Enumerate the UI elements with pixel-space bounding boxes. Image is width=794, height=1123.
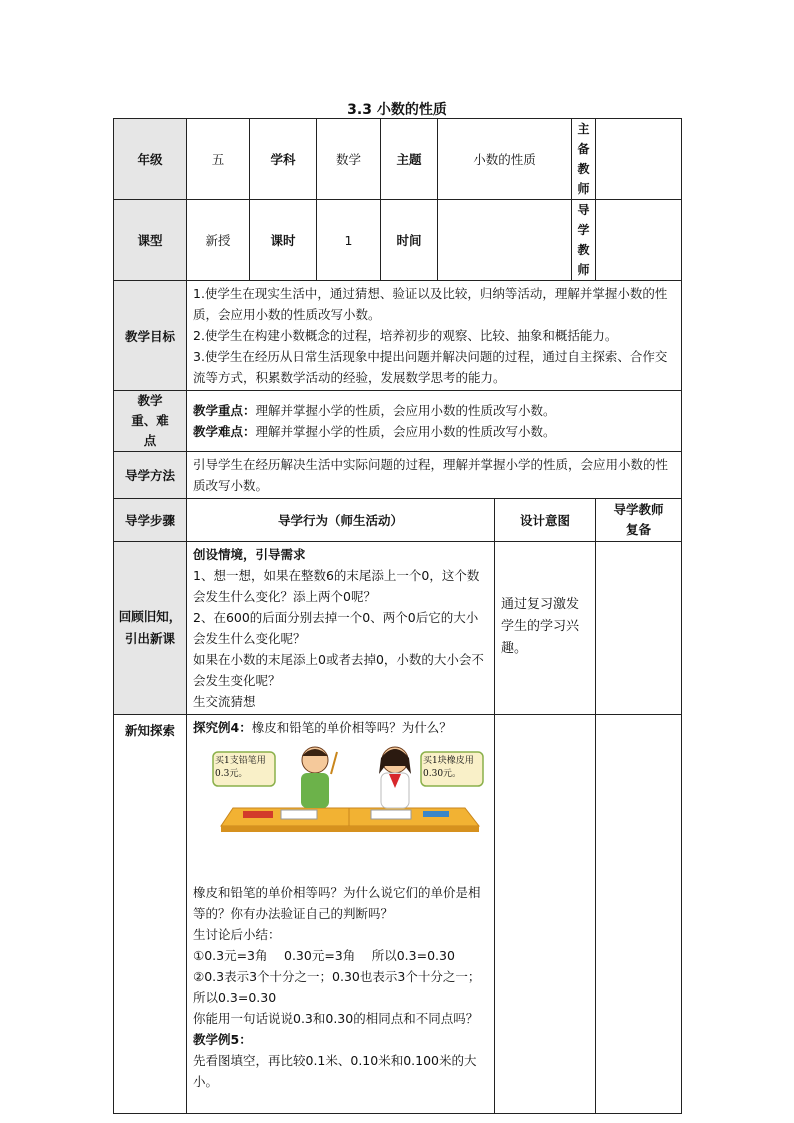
review-step-label: 回顾旧知，引出新课	[114, 542, 187, 715]
goal-item: 2.使学生在构建小数概念的过程，培养初步的观察、比较、抽象和概括能力。	[193, 328, 618, 343]
info-row-1	[114, 119, 682, 200]
review-line: 2、在600的后面分别去掉一个0、两个0后它的大小会发生什么变化呢？	[193, 610, 479, 646]
explore-line: 橡皮和铅笔的单价相等吗？为什么说它们的单价是相等的？你有办法验证自己的判断吗？	[193, 885, 481, 921]
topic-label: 主题	[381, 119, 438, 200]
key-points-content	[187, 391, 682, 452]
bubble-right-text-box	[423, 755, 481, 785]
review-step-intent: 通过复习激发学生的学习兴趣。	[495, 542, 596, 715]
key-point-label: 教学重点：	[193, 403, 256, 418]
time-value	[438, 200, 572, 281]
steps-header-row	[114, 499, 682, 542]
period-label: 课时	[250, 200, 317, 281]
children-desk-illustration	[203, 744, 485, 844]
explore-step-content	[187, 715, 495, 1114]
example5-text: 先看图填空，再比较0.1米、0.10米和0.100米的大小。	[193, 1053, 477, 1089]
notebook-icon	[371, 810, 411, 819]
review-line: 如果在小数的末尾添上0或者去掉0，小数的大小会不会发生变化呢？	[193, 652, 484, 688]
subject-value: 数学	[317, 119, 381, 200]
review-step-notes	[596, 542, 682, 715]
explore-line: ②0.3表示3个十分之一；0.30也表示3个十分之一； 所以0.3=0.30	[193, 969, 487, 1005]
method-text: 引导学生在经历解决生活中实际问题的过程，理解并掌握小学的性质，会应用小数的性质改写小数。	[187, 452, 682, 499]
desk-front	[221, 826, 479, 832]
period-value: 1	[317, 200, 381, 281]
steps-header-behavior: 导学行为（师生活动）	[187, 499, 495, 542]
info-row-2	[114, 200, 682, 281]
steps-header-review: 导学教师复备	[596, 499, 682, 542]
page-title: 3.3 小数的性质	[347, 102, 447, 118]
explore-step-notes	[596, 715, 682, 1114]
pencil-icon	[331, 752, 337, 774]
key-points-label: 教学重、难点	[114, 391, 187, 452]
review-line: 生交流猜想	[193, 694, 256, 709]
goal-item: 3.使学生在经历从日常生活现象中提出问题并解决问题的过程，通过自主探索、合作交流等方式，积累数学活动的经验，发展数学思考的能力。	[193, 349, 668, 385]
explore-line: 生讨论后小结：	[193, 927, 281, 942]
type-value: 新授	[187, 200, 250, 281]
bubble-left-text-box	[215, 755, 273, 785]
time-label: 时间	[381, 200, 438, 281]
goals-label: 教学目标	[114, 281, 187, 391]
subject-label: 学科	[250, 119, 317, 200]
example5-label: 教学例5：	[193, 1032, 252, 1047]
goals-content	[187, 281, 682, 391]
goal-item: 1.使学生在现实生活中，通过猜想、验证以及比较，归纳等活动，理解并掌握小数的性质，会应用小数的性质改写小数。	[193, 286, 668, 322]
method-label: 导学方法	[114, 452, 187, 499]
lesson-plan-table	[113, 118, 682, 1114]
explore-line: 你能用一句话说说0.3和0.30的相同点和不同点吗？	[193, 1011, 479, 1026]
explore-step-row	[114, 715, 682, 1114]
topic-value: 小数的性质	[438, 119, 572, 200]
goals-row	[114, 281, 682, 391]
review-heading: 创设情境，引导需求	[193, 547, 306, 562]
explore-step-label: 新知探索	[114, 715, 187, 1114]
example4-text: 橡皮和铅笔的单价相等吗？为什么？	[251, 720, 452, 735]
pencil-box-icon	[423, 811, 449, 817]
lead-teacher-label: 主备教师	[572, 119, 596, 200]
guide-teacher-value	[596, 200, 682, 281]
review-step-row	[114, 542, 682, 715]
bubble-left-text: 买1支铅笔用0.3元。	[215, 756, 266, 779]
bubble-right-text: 买1块橡皮用0.30元。	[423, 756, 474, 779]
method-row	[114, 452, 682, 499]
steps-header-intent: 设计意图	[495, 499, 596, 542]
review-step-content	[187, 542, 495, 715]
key-point-text: 理解并掌握小学的性质，会应用小数的性质改写小数。	[255, 403, 556, 418]
explore-step-intent	[495, 715, 596, 1114]
notebook-icon	[281, 810, 317, 819]
difficult-point-label: 教学难点：	[193, 424, 256, 439]
example4-label: 探究例4：	[193, 720, 252, 735]
grade-value: 五	[187, 119, 250, 200]
boy-body	[301, 773, 329, 808]
review-line: 1、想一想，如果在整数6的末尾添上一个0，这个数会发生什么变化？添上两个0呢？	[193, 568, 480, 604]
book-icon	[243, 811, 273, 818]
difficult-point-text: 理解并掌握小学的性质，会应用小数的性质改写小数。	[255, 424, 556, 439]
guide-teacher-label: 导学教师	[572, 200, 596, 281]
grade-label: 年级	[114, 119, 187, 200]
lead-teacher-value	[596, 119, 682, 200]
key-points-row	[114, 391, 682, 452]
type-label: 课型	[114, 200, 187, 281]
explore-line: ①0.3元=3角 0.30元=3角 所以0.3=0.30	[193, 948, 455, 963]
steps-header-step: 导学步骤	[114, 499, 187, 542]
